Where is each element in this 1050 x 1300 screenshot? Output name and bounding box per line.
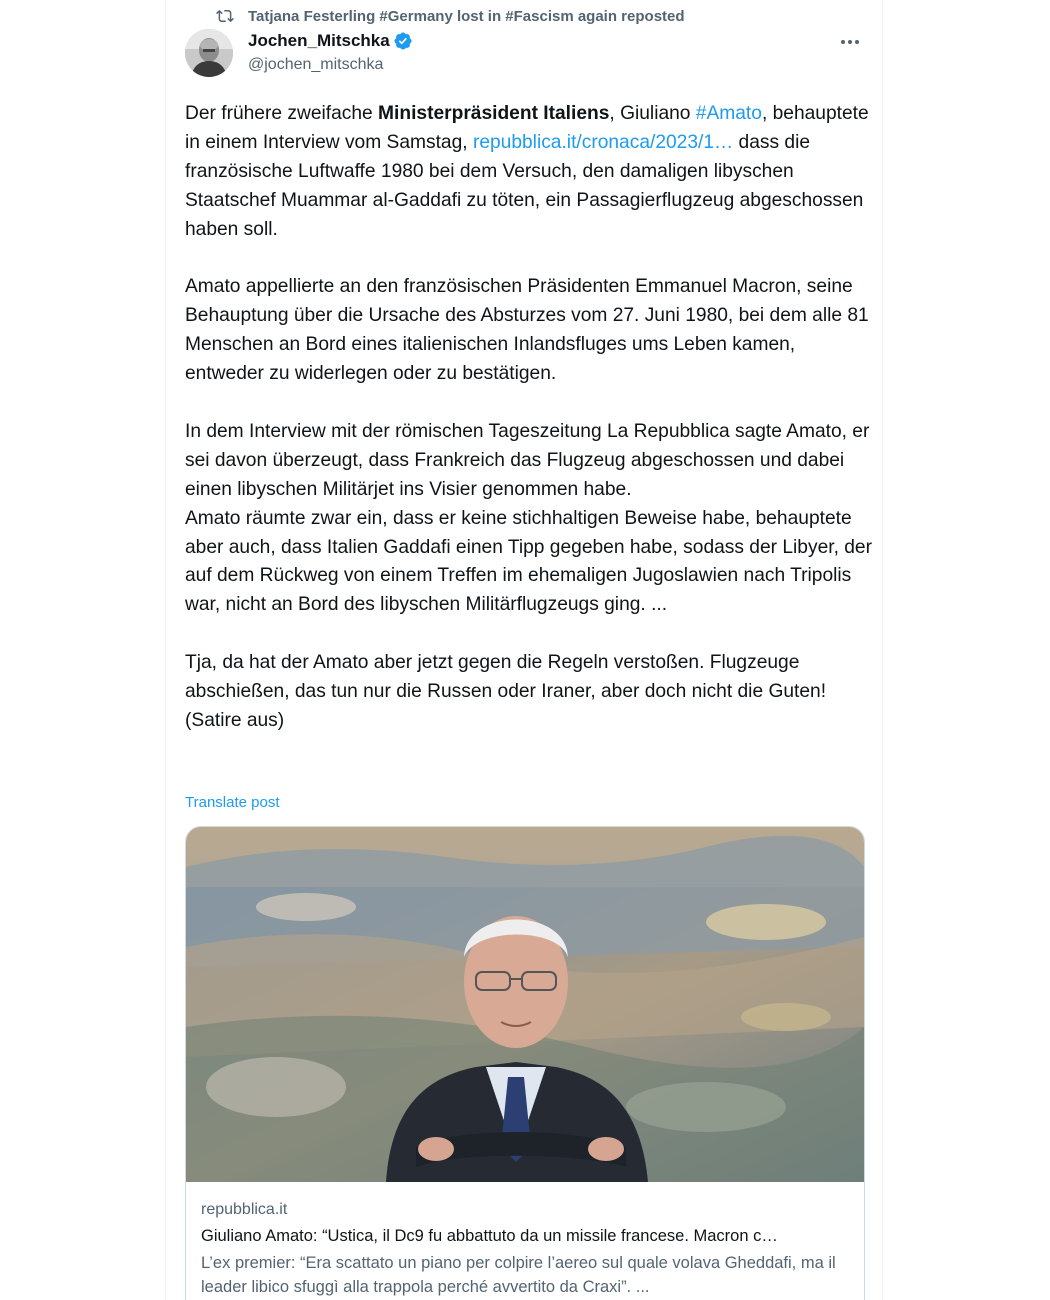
post-text [185, 100, 875, 736]
avatar[interactable] [185, 29, 233, 77]
repost-text: Tatjana Festerling #Germany lost in #Fascism again reposted [248, 7, 685, 25]
bold-text: Ministerpräsident Italiens [378, 103, 610, 124]
repost-icon [216, 7, 234, 25]
article-link[interactable]: repubblica.it/cronaca/2023/1… [472, 131, 734, 153]
post-paragraph-1: Der frühere zweifache Ministerpräsident Italiens, Giuliano #Amato, behauptete in einem Interview vom Samstag, repubblica.it/cronaca/2023/1… dass die französische Luftwaffe 1980 bei dem Versuch, den damaligen libyschen Staatschef Muammar al-Gaddafi zu töten, ein Passagierflugzeug abgeschossen haben soll. [185, 103, 869, 240]
post-column [165, 0, 883, 1300]
card-meta [201, 1199, 851, 1299]
post-paragraph-4: Amato räumte zwar ein, dass er keine stichhaltigen Beweise habe, behauptete aber auch, dass Italien Gaddafi einen Tipp gegeben habe, sodass der Libyer, der auf dem Rückweg von einem Treffen im ehemaligen Jugoslawien nach Tripolis war, nicht an Bord des libyschen Militärflugzeugs ging. ... [185, 507, 872, 616]
translate-post-link[interactable]: Translate post [185, 794, 280, 811]
author-name-row[interactable] [248, 31, 413, 51]
verified-badge-icon [393, 31, 413, 51]
repost-context[interactable] [216, 6, 685, 26]
card-title: Giuliano Amato: “Ustica, il Dc9 fu abbattuto da un missile francese. Macron c… [201, 1227, 778, 1245]
card-image [186, 827, 864, 1182]
author-display-name[interactable]: Jochen_Mitschka [248, 31, 390, 50]
author-handle[interactable]: @jochen_mitschka [248, 56, 384, 73]
more-options-button[interactable] [836, 30, 864, 52]
hashtag-amato[interactable]: #Amato [695, 103, 762, 124]
card-description: L’ex premier: “Era scattato un piano per colpire l’aereo sul quale volava Gheddafi, ma il leader libico sfuggì alla trappola perché avvertito da Craxi”. ... [201, 1254, 836, 1296]
post-paragraph-2: Amato appellierte an den französischen Präsidenten Emmanuel Macron, seine Behauptung über die Ursache des Absturzes vom 27. Juni 1980, bei dem alle 81 Menschen an Bord eines italienischen Inlandsfluges ums Leben kamen, entweder zu widerlegen oder zu bestätigen. [185, 276, 869, 385]
post-paragraph-3: In dem Interview mit der römischen Tageszeitung La Repubblica sagte Amato, er sei davon überzeugt, dass Frankreich das Flugzeug abgeschossen und dabei einen libyschen Militärjet ins Visier genommen habe. [185, 420, 870, 500]
card-domain: repubblica.it [201, 1201, 288, 1218]
post-paragraph-5: Tja, da hat der Amato aber jetzt gegen die Regeln verstoßen. Flugzeuge abschießen, das tun nur die Russen oder Iraner, aber doch nicht die Guten! (Satire aus) [185, 652, 827, 731]
link-preview-card[interactable] [185, 826, 865, 1300]
more-options-icon [840, 32, 860, 50]
